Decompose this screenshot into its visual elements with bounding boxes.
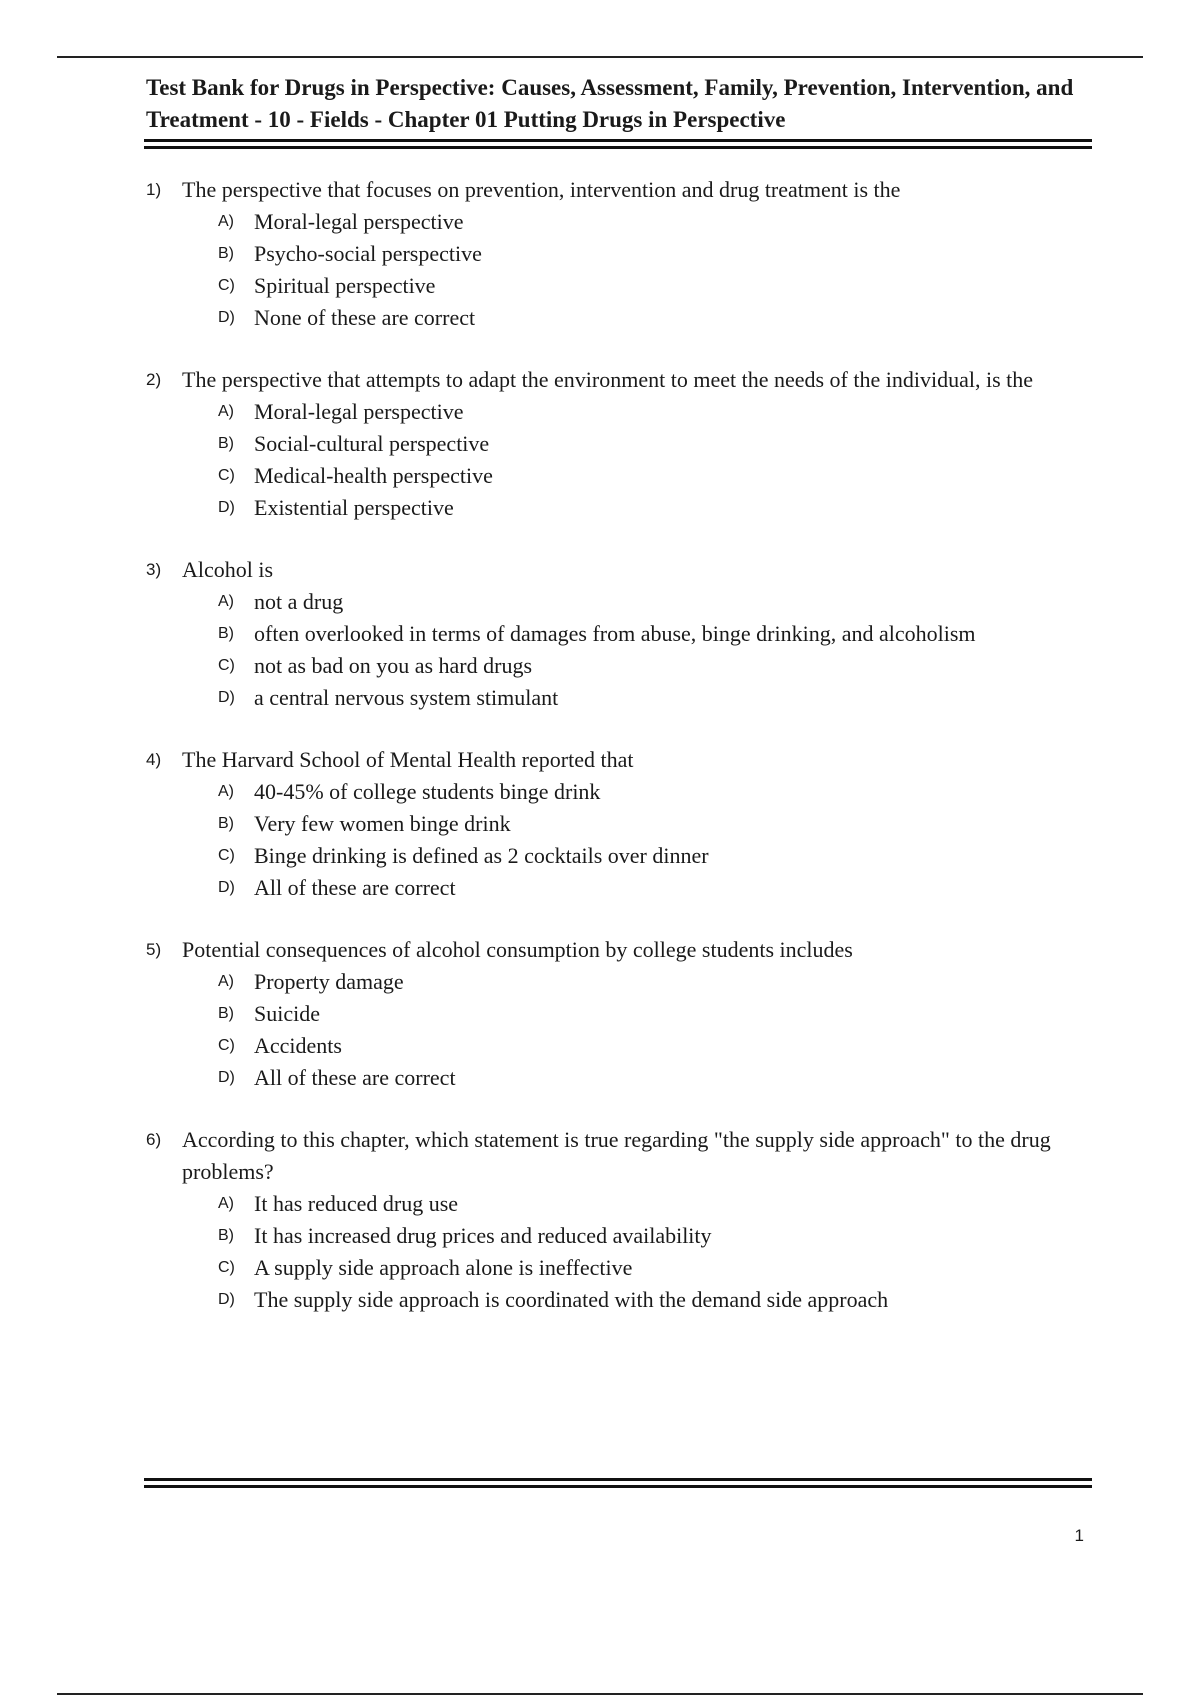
option-text: 40-45% of college students binge drink: [254, 779, 601, 804]
answer-option: [218, 206, 1096, 238]
option-letter: C): [218, 467, 235, 484]
option-text: All of these are correct: [254, 875, 456, 900]
option-letter: A): [218, 973, 234, 990]
option-letter: B): [218, 435, 234, 452]
answer-option: [218, 966, 1096, 998]
answer-options: [146, 966, 1096, 1094]
option-text: Property damage: [254, 969, 404, 994]
option-letter: C): [218, 657, 235, 674]
answer-option: [218, 492, 1096, 524]
question-list: [146, 174, 1096, 1346]
footer-double-rule: [144, 1478, 1092, 1488]
answer-option: [218, 460, 1096, 492]
option-text: not a drug: [254, 589, 344, 614]
question-3: [146, 554, 1096, 714]
option-letter: A): [218, 403, 234, 420]
page-bottom-border: [57, 1693, 1143, 1695]
question-number: 3): [146, 560, 162, 579]
answer-option: [218, 396, 1096, 428]
option-text: All of these are correct: [254, 1065, 456, 1090]
answer-option: [218, 1252, 1096, 1284]
answer-options: [146, 776, 1096, 904]
question-number: 6): [146, 1130, 162, 1149]
option-letter: C): [218, 847, 235, 864]
answer-options: [146, 586, 1096, 714]
answer-options: [146, 1188, 1096, 1316]
question-number: 2): [146, 370, 162, 389]
option-text: Medical-health perspective: [254, 463, 493, 488]
option-text: The supply side approach is coordinated with the demand side approach: [254, 1287, 889, 1312]
option-text: a central nervous system stimulant: [254, 685, 559, 710]
answer-option: [218, 808, 1096, 840]
question-number: 5): [146, 940, 162, 959]
answer-option: [218, 840, 1096, 872]
header-double-rule: [144, 139, 1092, 149]
option-letter: A): [218, 783, 234, 800]
option-text: Spiritual perspective: [254, 273, 436, 298]
question-text: The perspective that focuses on prevention, intervention and drug treatment is the: [182, 177, 901, 202]
answer-option: [218, 682, 1096, 714]
option-text: It has increased drug prices and reduced availability: [254, 1223, 712, 1248]
option-text: Accidents: [254, 1033, 342, 1058]
answer-option: [218, 586, 1096, 618]
answer-option: [218, 238, 1096, 270]
page-top-border: [57, 56, 1143, 58]
question-text: Alcohol is: [182, 557, 274, 582]
option-text: Psycho-social perspective: [254, 241, 482, 266]
option-letter: B): [218, 1227, 234, 1244]
option-letter: B): [218, 815, 234, 832]
question-number: 1): [146, 180, 162, 199]
answer-option: [218, 618, 1096, 650]
option-letter: C): [218, 1037, 235, 1054]
option-letter: D): [218, 689, 235, 706]
answer-options: [146, 396, 1096, 524]
question-4: [146, 744, 1096, 904]
option-text: A supply side approach alone is ineffective: [254, 1255, 633, 1280]
option-letter: B): [218, 625, 234, 642]
option-text: Suicide: [254, 1001, 320, 1026]
answer-option: [218, 998, 1096, 1030]
question-text: Potential consequences of alcohol consumption by college students includes: [182, 937, 853, 962]
option-letter: A): [218, 1195, 234, 1212]
option-letter: B): [218, 245, 234, 262]
option-text: not as bad on you as hard drugs: [254, 653, 533, 678]
answer-options: [146, 206, 1096, 334]
answer-option: [218, 1030, 1096, 1062]
answer-option: [218, 1284, 1096, 1316]
option-letter: D): [218, 309, 235, 326]
answer-option: [218, 776, 1096, 808]
option-text: Existential perspective: [254, 495, 454, 520]
answer-option: [218, 270, 1096, 302]
question-text: The Harvard School of Mental Health reported that: [182, 747, 634, 772]
answer-option: [218, 1220, 1096, 1252]
question-number: 4): [146, 750, 162, 769]
answer-option: [218, 650, 1096, 682]
answer-option: [218, 872, 1096, 904]
option-letter: C): [218, 277, 235, 294]
page-number: 1: [1074, 1526, 1084, 1545]
option-text: Very few women binge drink: [254, 811, 511, 836]
option-text: Moral-legal perspective: [254, 209, 464, 234]
question-2: [146, 364, 1096, 524]
document-title: Test Bank for Drugs in Perspective: Causes, Assessment, Family, Prevention, Intervention, and Treatment - 10 - Fields - Chapter 01 Putting Drugs in Perspective: [146, 75, 1074, 132]
option-letter: D): [218, 499, 235, 516]
option-text: often overlooked in terms of damages from abuse, binge drinking, and alcoholism: [254, 621, 976, 646]
option-letter: D): [218, 1291, 235, 1308]
question-6: [146, 1124, 1096, 1316]
question-1: [146, 174, 1096, 334]
answer-option: [218, 1062, 1096, 1094]
option-text: Social-cultural perspective: [254, 431, 490, 456]
option-letter: A): [218, 593, 234, 610]
option-letter: D): [218, 1069, 235, 1086]
answer-option: [218, 1188, 1096, 1220]
question-text: The perspective that attempts to adapt the environment to meet the needs of the individual, is the: [182, 367, 1034, 392]
option-text: Moral-legal perspective: [254, 399, 464, 424]
option-text: Binge drinking is defined as 2 cocktails over dinner: [254, 843, 709, 868]
option-text: None of these are correct: [254, 305, 476, 330]
option-letter: A): [218, 213, 234, 230]
question-5: [146, 934, 1096, 1094]
answer-option: [218, 428, 1096, 460]
question-text: According to this chapter, which statement is true regarding "the supply side approach" to the drug problems?: [182, 1127, 1051, 1184]
option-letter: B): [218, 1005, 234, 1022]
answer-option: [218, 302, 1096, 334]
option-letter: D): [218, 879, 235, 896]
option-letter: C): [218, 1259, 235, 1276]
option-text: It has reduced drug use: [254, 1191, 459, 1216]
